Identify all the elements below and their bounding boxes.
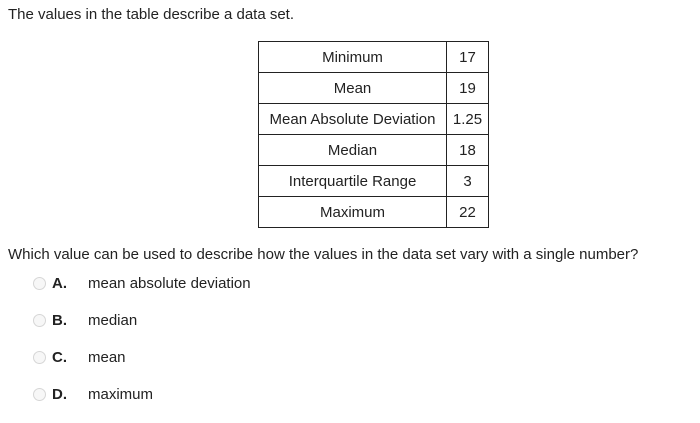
option-text: mean absolute deviation xyxy=(88,274,251,292)
option-c[interactable] xyxy=(33,347,126,367)
radio-button[interactable] xyxy=(33,351,46,364)
stat-label: Median xyxy=(259,135,447,166)
option-a[interactable] xyxy=(33,273,251,293)
option-letter: C. xyxy=(52,348,67,366)
stat-label: Mean Absolute Deviation xyxy=(259,104,447,135)
radio-button[interactable] xyxy=(33,314,46,327)
stat-label: Mean xyxy=(259,73,447,104)
option-b[interactable] xyxy=(33,310,137,330)
option-letter: B. xyxy=(52,311,67,329)
stat-label: Maximum xyxy=(259,197,447,228)
stat-value: 18 xyxy=(447,135,489,166)
table-row xyxy=(259,42,489,73)
stat-value: 22 xyxy=(447,197,489,228)
option-text: median xyxy=(88,311,138,329)
radio-button[interactable] xyxy=(33,277,46,290)
statistics-table xyxy=(258,41,489,228)
radio-button[interactable] xyxy=(33,388,46,401)
stat-value: 1.25 xyxy=(447,104,489,135)
table-row xyxy=(259,73,489,104)
table-row xyxy=(259,135,489,166)
table-row xyxy=(259,197,489,228)
option-d[interactable] xyxy=(33,384,153,404)
option-text: maximum xyxy=(88,385,154,403)
table-row xyxy=(259,104,489,135)
stat-label: Minimum xyxy=(259,42,447,73)
intro-text: The values in the table describe a data set. xyxy=(8,6,295,23)
option-letter: D. xyxy=(52,385,67,403)
option-text: mean xyxy=(88,348,126,366)
table-row xyxy=(259,166,489,197)
stat-value: 17 xyxy=(447,42,489,73)
question-text: Which value can be used to describe how the values in the data set vary with a single number? xyxy=(8,246,639,263)
option-letter: A. xyxy=(52,274,67,292)
stat-label: Interquartile Range xyxy=(259,166,447,197)
stat-value: 19 xyxy=(447,73,489,104)
stat-value: 3 xyxy=(447,166,489,197)
